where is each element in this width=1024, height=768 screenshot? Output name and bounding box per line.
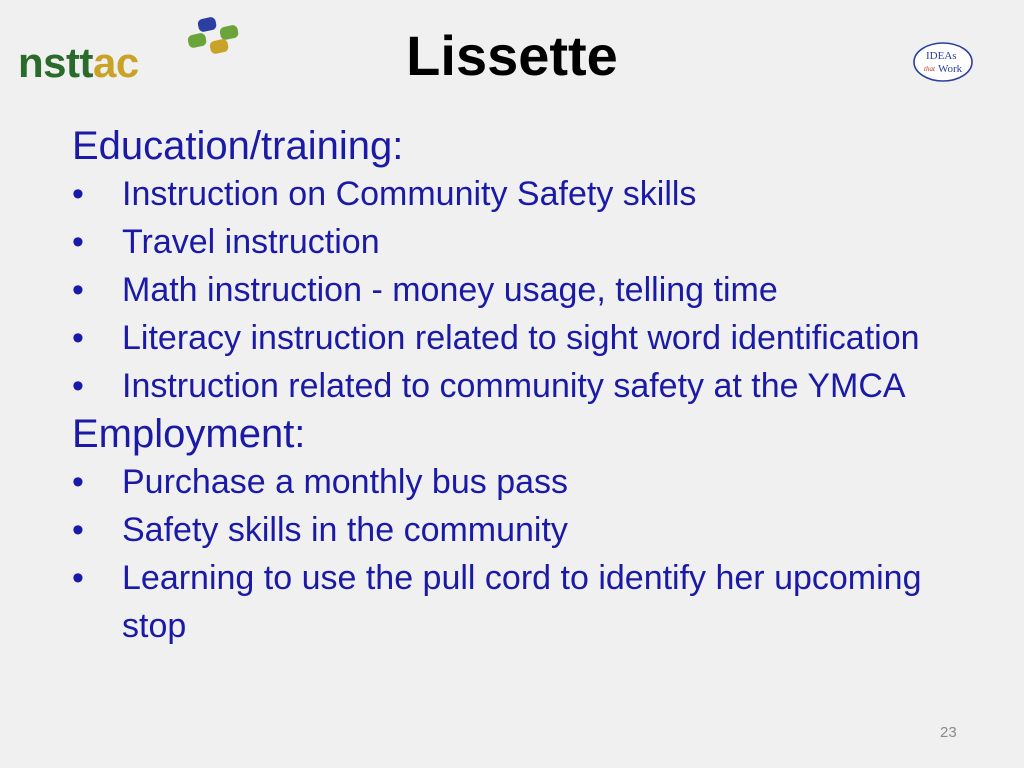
bullet-icon: • [72, 271, 84, 309]
bullet-icon: • [72, 367, 84, 405]
section-education [72, 122, 952, 410]
ideas-logo-line2: that [924, 65, 935, 73]
slide-title: Lissette [406, 24, 618, 87]
bullet-icon: • [72, 319, 84, 357]
list-item [72, 554, 952, 650]
logo-text-part1: nstt [18, 39, 93, 86]
list-item-text: Math instruction - money usage, telling time [122, 271, 778, 309]
slide-content [72, 122, 952, 650]
list-item [72, 314, 952, 362]
ideas-logo-line1: IDEAs [926, 50, 957, 62]
ideas-logo-line3: Work [938, 63, 963, 75]
list-item-text: Learning to use the pull cord to identify her upcoming stop [122, 559, 922, 645]
list-item-text: Safety skills in the community [122, 511, 568, 549]
list-item [72, 218, 952, 266]
bullet-list [72, 458, 952, 650]
list-item-text: Instruction related to community safety at the YMCA [122, 367, 906, 405]
list-item [72, 266, 952, 314]
bullet-icon: • [72, 511, 84, 549]
bullet-list [72, 170, 952, 410]
list-item-text: Purchase a monthly bus pass [122, 463, 569, 501]
section-employment [72, 410, 952, 650]
list-item [72, 506, 952, 554]
list-item [72, 458, 952, 506]
section-heading: Employment: [72, 412, 306, 456]
list-item [72, 362, 952, 410]
list-item [72, 170, 952, 218]
bullet-icon: • [72, 223, 84, 261]
section-heading: Education/training: [72, 124, 404, 168]
list-item-text: Instruction on Community Safety skills [122, 175, 697, 213]
bullet-icon: • [72, 463, 84, 501]
list-item-text: Travel instruction [122, 223, 380, 261]
bullet-icon: • [72, 559, 84, 597]
page-number: 23 [940, 724, 957, 741]
logo-text-part2: ac [93, 39, 139, 86]
ideas-that-work-logo [912, 40, 974, 84]
bullet-icon: • [72, 175, 84, 213]
list-item-text: Literacy instruction related to sight word identification [122, 319, 920, 357]
